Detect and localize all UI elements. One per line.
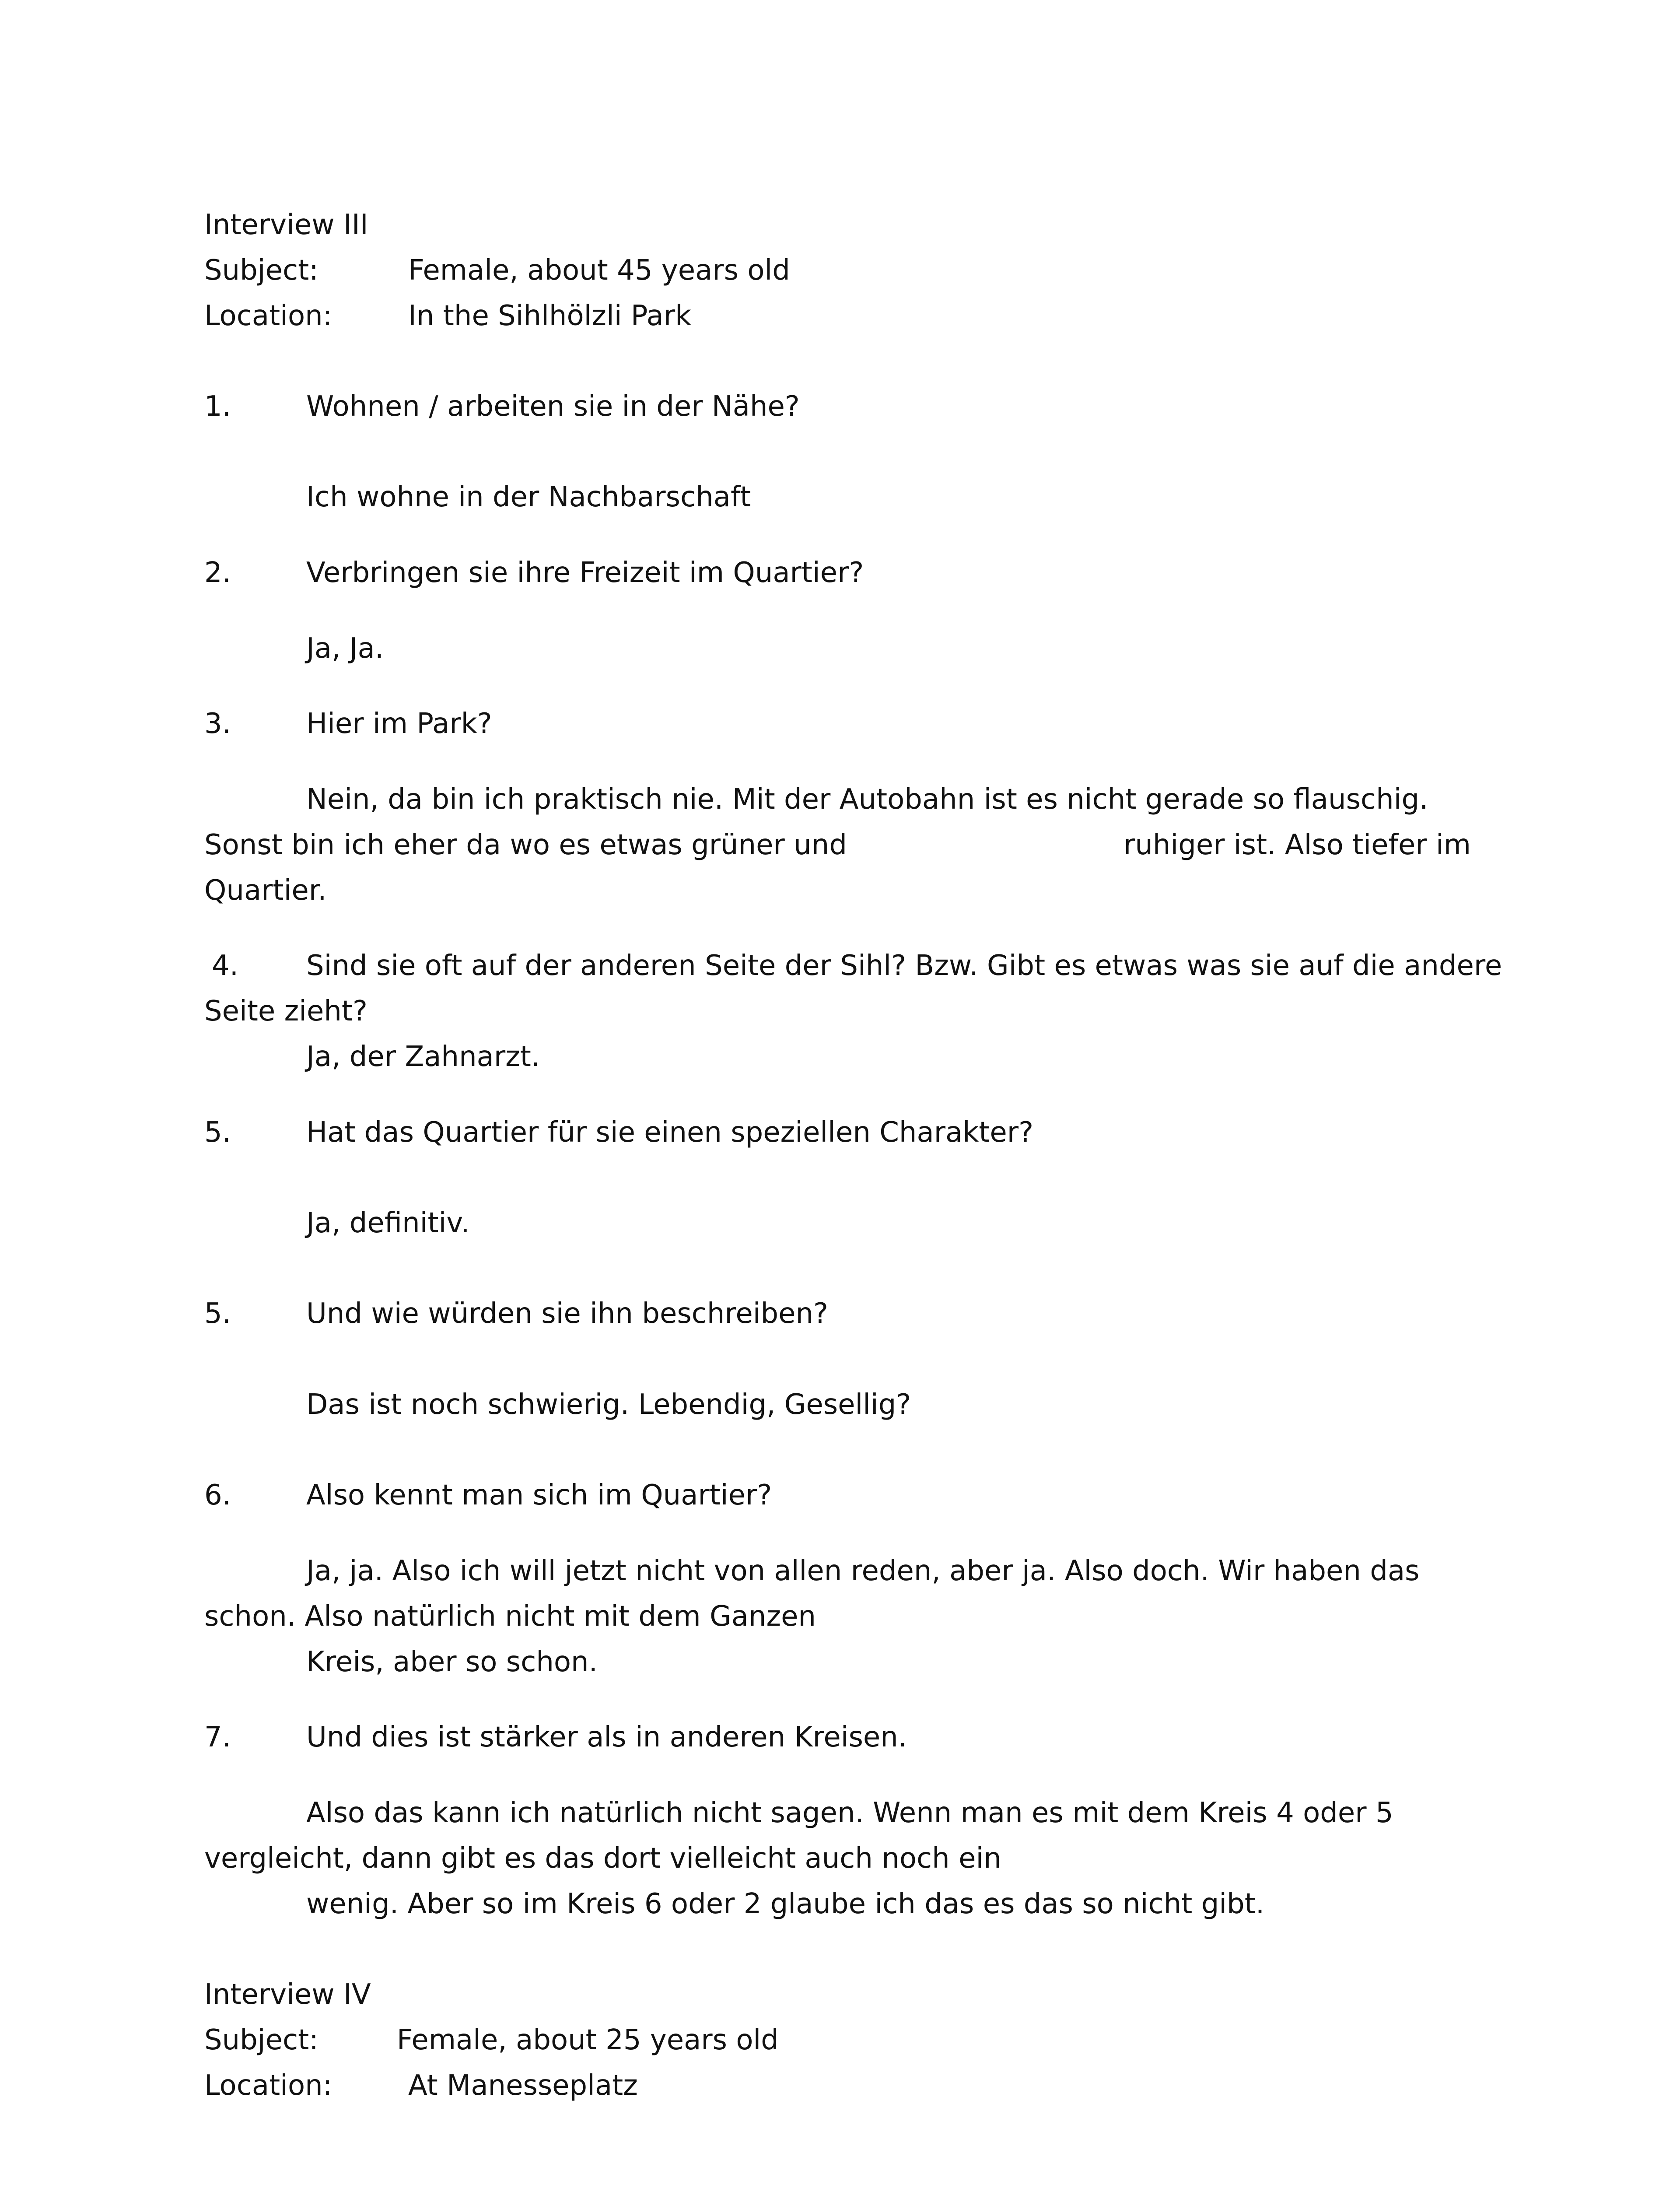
answer-text: ruhiger ist. Also tiefer im	[1124, 829, 1471, 861]
question-text: Und dies ist stärker als in anderen Kreisen.	[306, 1721, 907, 1753]
location-value: At Manesseplatz	[408, 2069, 638, 2102]
question-number: 4.	[212, 950, 239, 982]
question-text: Seite zieht?	[204, 995, 368, 1027]
question-text: Und wie würden sie ihn beschreiben?	[306, 1297, 828, 1330]
answer-text: schon. Also natürlich nicht mit dem Ganzen	[204, 1600, 816, 1633]
answer-text: vergleicht, dann gibt es das dort vielleicht auch noch ein	[204, 1842, 1001, 1875]
subject-label: Subject:	[204, 254, 318, 287]
question-number: 5.	[204, 1297, 231, 1330]
answer-text: wenig. Aber so im Kreis 6 oder 2 glaube ich das es das so nicht gibt.	[306, 1888, 1265, 1920]
question-text: Verbringen sie ihre Freizeit im Quartier?	[306, 557, 864, 589]
question-number: 3.	[204, 708, 231, 740]
question-text: Sind sie oft auf der anderen Seite der Sihl? Bzw. Gibt es etwas was sie auf die andere	[306, 950, 1502, 982]
answer-text: Ich wohne in der Nachbarschaft	[306, 481, 751, 513]
interview-title: Interview III	[204, 209, 368, 241]
answer-text: Sonst bin ich eher da wo es etwas grüner und	[204, 829, 847, 861]
answer-text: Quartier.	[204, 874, 327, 907]
interview-title: Interview IV	[204, 1978, 371, 2011]
answer-text: Ja, der Zahnarzt.	[306, 1041, 540, 1073]
question-number: 2.	[204, 557, 231, 589]
question-number: 1.	[204, 390, 231, 423]
question-text: Hat das Quartier für sie einen speziellen Charakter?	[306, 1116, 1034, 1149]
subject-label: Subject:	[204, 2024, 318, 2056]
answer-text: Nein, da bin ich praktisch nie. Mit der Autobahn ist es nicht gerade so flauschig.	[306, 783, 1428, 816]
answer-text: Ja, definitiv.	[306, 1207, 470, 1239]
question-text: Wohnen / arbeiten sie in der Nähe?	[306, 390, 800, 423]
answer-text: Das ist noch schwierig. Lebendig, Gesellig?	[306, 1389, 911, 1421]
question-number: 7.	[204, 1721, 231, 1753]
subject-value: Female, about 25 years old	[397, 2024, 779, 2056]
location-label: Location:	[204, 300, 332, 332]
location-value: In the Sihlhölzli Park	[408, 300, 692, 332]
answer-text: Ja, ja. Also ich will jetzt nicht von allen reden, aber ja. Also doch. Wir haben das	[306, 1555, 1420, 1587]
answer-text: Ja, Ja.	[306, 632, 384, 665]
location-label: Location:	[204, 2069, 332, 2102]
answer-text: Also das kann ich natürlich nicht sagen. Wenn man es mit dem Kreis 4 oder 5	[306, 1797, 1393, 1829]
question-text: Hier im Park?	[306, 708, 492, 740]
question-number: 5.	[204, 1116, 231, 1149]
question-number: 6.	[204, 1479, 231, 1511]
answer-text: Kreis, aber so schon.	[306, 1646, 598, 1678]
question-text: Also kennt man sich im Quartier?	[306, 1479, 772, 1511]
subject-value: Female, about 45 years old	[408, 254, 790, 287]
